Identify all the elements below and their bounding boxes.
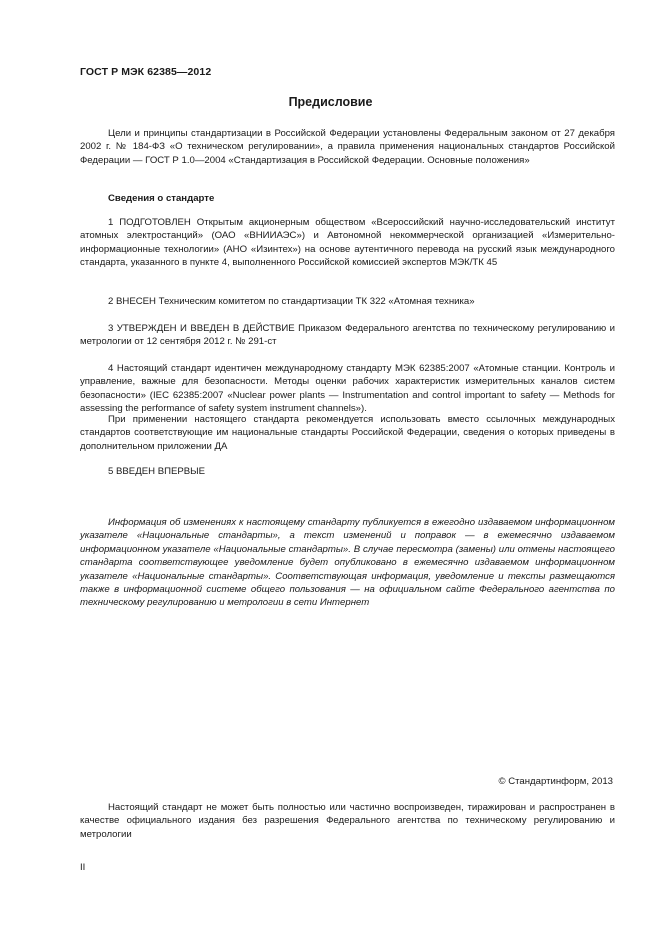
info-item-4: 4 Настоящий стандарт идентичен международному стандарту МЭК 62385:2007 «Атомные станции. Контроль и управление, важные для безопасности. Методы оценки рабочих характеристик измерительных каналов систем безопасности» (IEC 62385:2007 «Nuclear power plants — Instrumentation and control important to safety — Methods for assessing the performance of safety system instrument channels»). [80,363,615,415]
info-item-3: 3 УТВЕРЖДЕН И ВВЕДЕН В ДЕЙСТВИЕ Приказом Федерального агентства по техническому регулированию и метрологии от 12 сентября 2012 г. № 291-ст [80,323,615,348]
info-item-2: 2 ВНЕСЕН Техническим комитетом по стандартизации ТК 322 «Атомная техника» [108,296,475,307]
info-item-5: 5 ВВЕДЕН ВПЕРВЫЕ [108,466,206,477]
page-title: Предисловие [288,95,373,109]
standard-info-heading: Сведения о стандарте [108,193,215,204]
copyright-line: © Стандартинформ, 2013 [498,776,613,787]
intro-paragraph: Цели и принципы стандартизации в Российской Федерации установлены Федеральным законом от 27 декабря 2002 г. № 184-ФЗ «О техническом регулировании», а правила применения национальных стандартов Российской Федерации — ГОСТ Р 1.0—2004 «Стандартизация в Российской Федерации. Основные положения» [80,128,615,166]
info-item-4-note: При применении настоящего стандарта рекомендуется использовать вместо ссылочных международных стандартов соответствующие им национальные стандарты Российской Федерации, сведения о которых приведены в дополнительном приложении ДА [80,414,615,452]
reproduction-notice: Настоящий стандарт не может быть полностью или частично воспроизведен, тиражирован и распространен в качестве официального издания без разрешения Федерального агентства по техническому регулированию и метрологии [80,802,615,840]
changes-notice: Информация об изменениях к настоящему стандарту публикуется в ежегодно издаваемом информационном указателе «Национальные стандарты», а текст изменений и поправок — в ежемесячно издаваемом информационном указателе «Национальные стандарты». В случае пересмотра (замены) или отмены настоящего стандарта соответствующее уведомление будет опубликовано в ежемесячно издаваемом информационном указателе «Национальные стандарты». Соответствующая информация, уведомление и тексты размещаются также в информационной системе общего пользования — на официальном сайте Федерального агентства по техническому регулированию и метрологии в сети Интернет [80,517,615,609]
info-item-1: 1 ПОДГОТОВЛЕН Открытым акционерным обществом «Всероссийский научно-исследовательский институт атомных электростанций» (ОАО «ВНИИАЭС») и Автономной некоммерческой организацией «Измерительно-информационные технологии» (АНО «Изинтех») на основе аутентичного перевода на русский язык международного стандарта, указанного в пункте 4, выполненного Российской комиссией экспертов МЭК/ТК 45 [80,217,615,269]
page-number: II [80,862,86,873]
document-code: ГОСТ Р МЭК 62385—2012 [80,66,212,78]
